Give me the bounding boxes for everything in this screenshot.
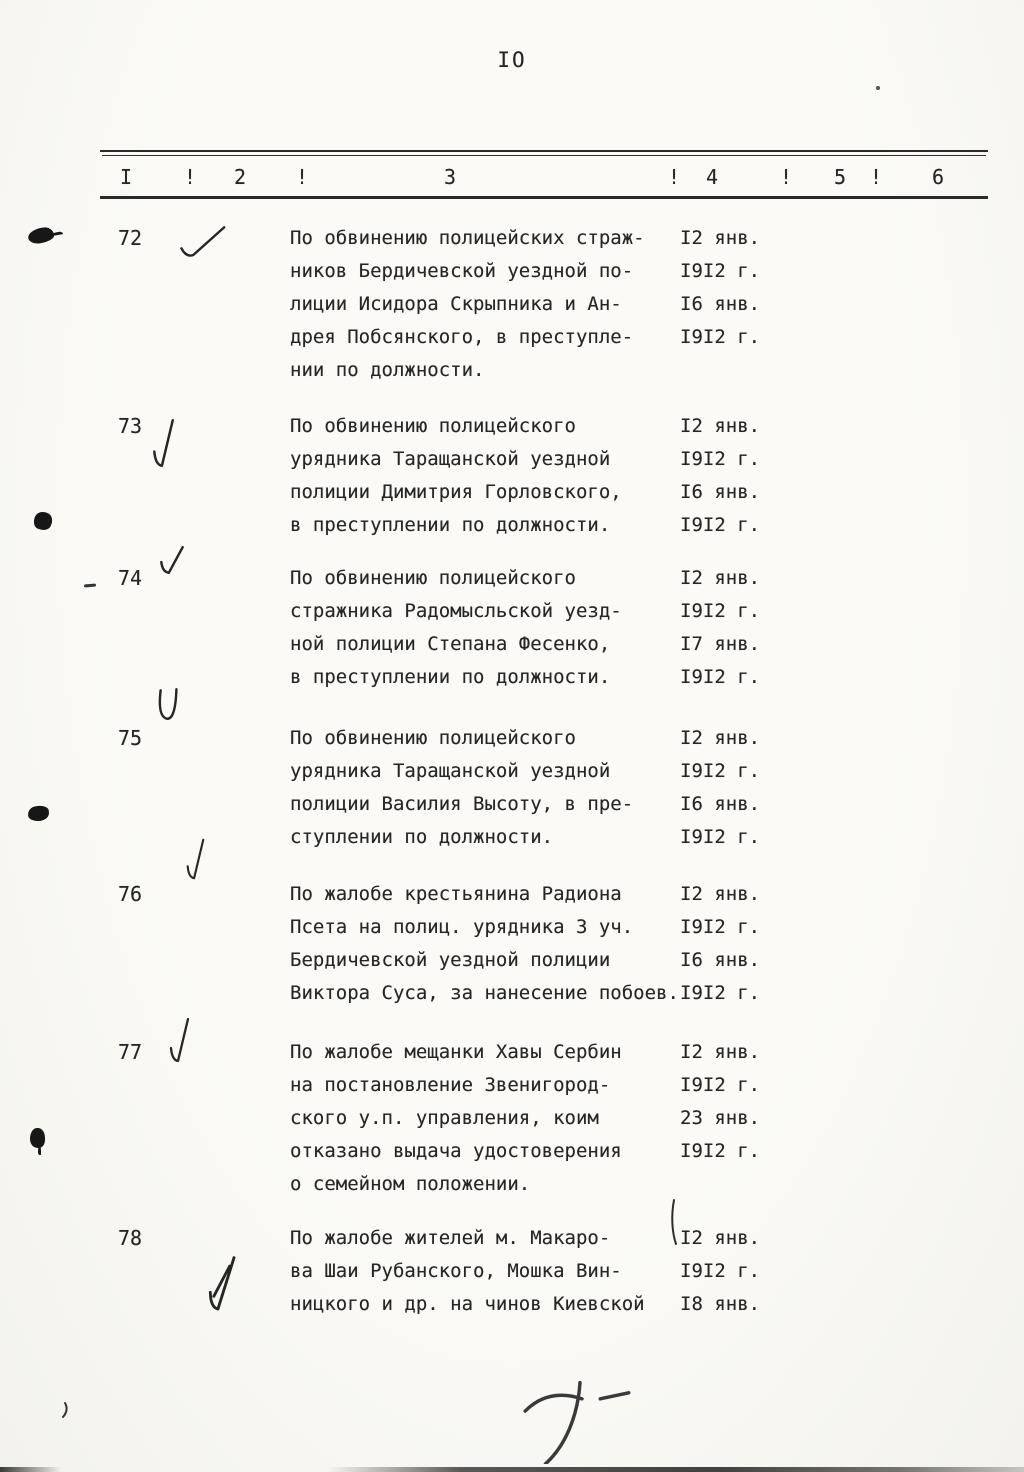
entry-text-line: стражника Радомысльской уезд- bbox=[290, 600, 622, 622]
entry-text-line: нии по должности. bbox=[290, 359, 485, 381]
entry-date: I9I2 г. bbox=[680, 600, 761, 622]
speck-mark bbox=[876, 86, 880, 90]
entry-text-line: отказано выдача удостоверения bbox=[290, 1140, 622, 1162]
entry-text-line: По обвинению полицейского bbox=[290, 567, 576, 589]
entry-text-line: полиции Димитрия Горловского, bbox=[290, 481, 622, 503]
entry-line bbox=[290, 878, 820, 911]
entry-line bbox=[290, 722, 820, 755]
column-header-1: I bbox=[120, 165, 133, 189]
checkmark-icon bbox=[166, 1016, 192, 1064]
entry-text-line: о семейном положении. bbox=[290, 1173, 531, 1195]
checkmark-icon bbox=[158, 544, 186, 576]
entry-line bbox=[290, 1102, 820, 1135]
entry-line bbox=[290, 595, 820, 628]
entry-text-line: в преступлении по должности. bbox=[290, 666, 611, 688]
ink-blot bbox=[27, 226, 55, 245]
entry-date: I7 янв. bbox=[680, 633, 761, 655]
table-header-row bbox=[100, 150, 988, 199]
ink-blot bbox=[30, 1128, 45, 1148]
entry-text-line: По обвинению полицейских страж- bbox=[290, 227, 645, 249]
entry-line bbox=[290, 222, 820, 255]
entry-date: I6 янв. bbox=[680, 949, 761, 971]
entry-text-line: ского у.п. управления, коим bbox=[290, 1107, 599, 1129]
entry-line bbox=[290, 1135, 820, 1168]
entry-line bbox=[290, 788, 820, 821]
entry-date: I2 янв. bbox=[680, 227, 761, 249]
entry-body bbox=[290, 722, 820, 854]
column-header-4: 4 bbox=[706, 165, 719, 189]
stray-mark bbox=[84, 583, 96, 587]
entry-text-line: лиции Исидора Скрыпника и Ан- bbox=[290, 293, 622, 315]
entry-line bbox=[290, 628, 820, 661]
entry-text-line: По жалобе мещанки Хавы Сербин bbox=[290, 1041, 622, 1063]
entry-line bbox=[290, 410, 820, 443]
entry-number: 72 bbox=[118, 226, 143, 250]
entry-line bbox=[290, 354, 820, 387]
entry-number: 76 bbox=[118, 882, 143, 906]
entry-line bbox=[290, 443, 820, 476]
entry-date: I2 янв. bbox=[680, 567, 761, 589]
entry-text-line: Бердичевской уездной полиции bbox=[290, 949, 611, 971]
entry-text-line: дрея Побсянского, в преступле- bbox=[290, 326, 634, 348]
checkmark-icon bbox=[156, 684, 180, 724]
entry-text-line: Виктора Суса, за нанесение побоев. bbox=[290, 982, 679, 1004]
entry-body bbox=[290, 222, 820, 387]
entry-body bbox=[290, 562, 820, 694]
entry-body bbox=[290, 1222, 820, 1321]
column-header-2: 2 bbox=[234, 165, 247, 189]
checkmark-icon bbox=[204, 1251, 238, 1315]
entry-line bbox=[290, 1069, 820, 1102]
entry-date: I2 янв. bbox=[680, 1041, 761, 1063]
entry-text-line: урядника Таращанской уездной bbox=[290, 760, 611, 782]
entry-date: I9I2 г. bbox=[680, 826, 761, 848]
entry-date: I2 янв. bbox=[680, 415, 761, 437]
entry-text-line: По жалобе жителей м. Макаро- bbox=[290, 1227, 611, 1249]
entry-date: I9I2 г. bbox=[680, 666, 761, 688]
entry-date: I2 янв. bbox=[680, 883, 761, 905]
scan-edge bbox=[0, 1467, 1024, 1472]
entry-date: I9I2 г. bbox=[680, 760, 761, 782]
entry-date: I9I2 г. bbox=[680, 260, 761, 282]
stray-mark bbox=[668, 1198, 678, 1246]
entry-date: I9I2 г. bbox=[680, 916, 761, 938]
entry-date: I2 янв. bbox=[680, 1227, 761, 1249]
entry-line bbox=[290, 755, 820, 788]
entry-line bbox=[290, 562, 820, 595]
entry-date: I8 янв. bbox=[680, 1293, 761, 1315]
entry-text-line: ступлении по должности. bbox=[290, 826, 554, 848]
entry-number: 73 bbox=[118, 414, 143, 438]
entry-date: I2 янв. bbox=[680, 727, 761, 749]
entry-line bbox=[290, 1255, 820, 1288]
entry-number: 78 bbox=[118, 1226, 143, 1250]
column-header-5: 5 bbox=[834, 165, 847, 189]
entry-text-line: По обвинению полицейского bbox=[290, 415, 576, 437]
checkmark-icon bbox=[177, 223, 229, 262]
entry-date: I9I2 г. bbox=[680, 1260, 761, 1282]
column-separator: ! bbox=[184, 165, 197, 189]
entry-body bbox=[290, 410, 820, 542]
entry-line bbox=[290, 661, 820, 694]
entry-text-line: По обвинению полицейского bbox=[290, 727, 576, 749]
entry-body bbox=[290, 1036, 820, 1201]
column-separator: ! bbox=[780, 165, 793, 189]
entry-text-line: в преступлении по должности. bbox=[290, 514, 611, 536]
ink-blot bbox=[27, 805, 49, 822]
entry-date: I9I2 г. bbox=[680, 514, 761, 536]
entry-line bbox=[290, 255, 820, 288]
entry-date: I9I2 г. bbox=[680, 982, 761, 1004]
entry-date: I6 янв. bbox=[680, 793, 761, 815]
entry-date: I9I2 г. bbox=[680, 448, 761, 470]
entry-date: 23 янв. bbox=[680, 1107, 761, 1129]
entry-date: I6 янв. bbox=[680, 293, 761, 315]
entry-number: 75 bbox=[118, 726, 143, 750]
checkmark-icon bbox=[184, 834, 206, 884]
entry-line bbox=[290, 1168, 820, 1201]
column-header-6: 6 bbox=[932, 165, 945, 189]
page-number: IO bbox=[497, 48, 527, 72]
entry-line bbox=[290, 288, 820, 321]
entry-line bbox=[290, 944, 820, 977]
entry-number: 74 bbox=[118, 566, 143, 590]
entry-line bbox=[290, 911, 820, 944]
column-separator: ! bbox=[870, 165, 883, 189]
entry-text-line: Псета на полиц. урядника 3 уч. bbox=[290, 916, 634, 938]
entry-date: I9I2 г. bbox=[680, 1074, 761, 1096]
column-separator: ! bbox=[296, 165, 309, 189]
entry-text-line: урядника Таращанской уездной bbox=[290, 448, 611, 470]
handwritten-seven bbox=[515, 1352, 647, 1464]
entry-text-line: ва Шаи Рубанского, Мошка Вин- bbox=[290, 1260, 622, 1282]
entry-line bbox=[290, 1288, 820, 1321]
checkmark-icon bbox=[150, 416, 176, 470]
entry-text-line: на постановление Звенигород- bbox=[290, 1074, 611, 1096]
entry-date: I9I2 г. bbox=[680, 326, 761, 348]
entry-number: 77 bbox=[118, 1040, 143, 1064]
entry-text-line: ной полиции Степана Фесенко, bbox=[290, 633, 611, 655]
entry-text-line: ников Бердичевской уездной по- bbox=[290, 260, 634, 282]
entry-line bbox=[290, 977, 820, 1010]
entry-date: I9I2 г. bbox=[680, 1140, 761, 1162]
column-separator: ! bbox=[668, 165, 681, 189]
entry-text-line: По жалобе крестьянина Радиона bbox=[290, 883, 622, 905]
entry-text-line: полиции Василия Высоту, в пре- bbox=[290, 793, 634, 815]
entry-line bbox=[290, 476, 820, 509]
entry-body bbox=[290, 878, 820, 1010]
entry-line bbox=[290, 1222, 820, 1255]
entry-line bbox=[290, 821, 820, 854]
entry-line bbox=[290, 1036, 820, 1069]
column-header-3: 3 bbox=[444, 165, 457, 189]
entry-line bbox=[290, 509, 820, 542]
entry-text-line: ницкого и др. на чинов Киевской bbox=[290, 1293, 645, 1315]
entry-date: I6 янв. bbox=[680, 481, 761, 503]
stray-mark bbox=[60, 1400, 72, 1420]
entry-line bbox=[290, 321, 820, 354]
ink-blot bbox=[31, 509, 54, 532]
